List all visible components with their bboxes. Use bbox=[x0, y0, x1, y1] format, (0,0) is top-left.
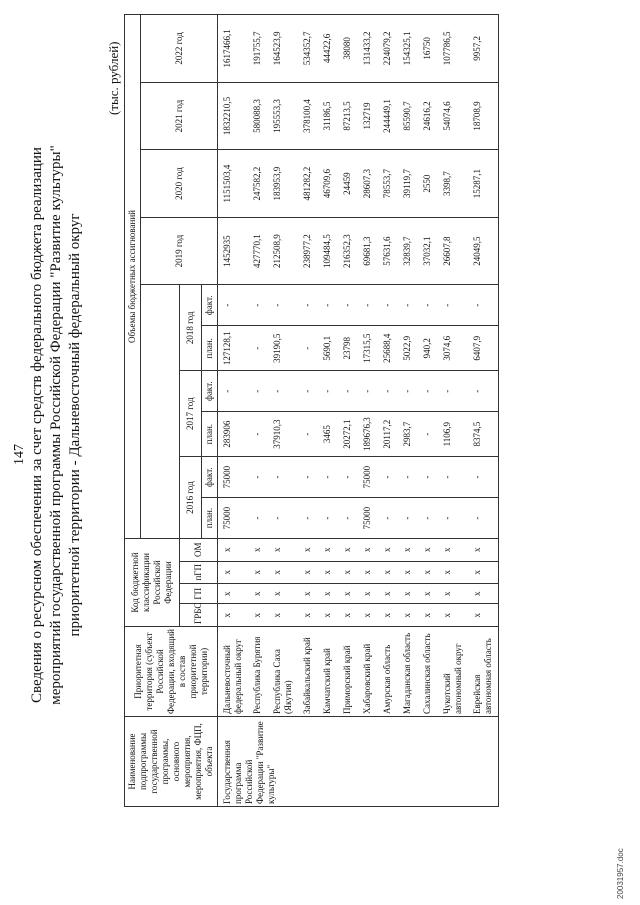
plan-2017-cell: 2983,7 bbox=[398, 412, 418, 457]
territory-cell: Хабаровский край bbox=[358, 626, 378, 716]
plan-2018-cell: 5022,9 bbox=[398, 326, 418, 371]
value-2020-cell: 481282,2 bbox=[298, 150, 318, 218]
value-2020-cell: 1151503,4 bbox=[218, 150, 249, 218]
plan-2016-cell: - bbox=[398, 498, 418, 539]
code-gp-cell: х bbox=[298, 584, 318, 604]
value-2022-cell: 224079,2 bbox=[378, 15, 398, 83]
value-2021-cell: 18708,9 bbox=[468, 82, 499, 150]
document-title: Сведения о ресурсном обеспечении за счет средств федерального бюджета реализации мероприятий государственной программы Российской Федерации "Развитие культуры" приоритетной территории - Дальневосточный федеральный округ bbox=[29, 145, 83, 705]
value-2021-cell: 54074,6 bbox=[438, 82, 468, 150]
plan-2018-cell: 39190,5 bbox=[268, 326, 298, 371]
fact-2017-cell: - bbox=[248, 371, 268, 412]
fact-2018-cell: - bbox=[218, 285, 249, 326]
table-row bbox=[438, 15, 468, 807]
value-2019-cell: 57631,6 bbox=[378, 217, 398, 285]
value-2019-cell: 26607,8 bbox=[438, 217, 468, 285]
fact-2018-cell: - bbox=[438, 285, 468, 326]
fact-2016-cell: - bbox=[468, 457, 499, 498]
header-2018-fact: факт. bbox=[202, 285, 218, 326]
territory-cell: Камчатский край bbox=[318, 626, 338, 716]
plan-2017-cell: - bbox=[418, 412, 438, 457]
plan-2017-cell: 283906 bbox=[218, 412, 249, 457]
code-gp-cell: х bbox=[268, 584, 298, 604]
fact-2016-cell: - bbox=[378, 457, 398, 498]
header-program-name: Наименование подпрограммы государственной программы, основного мероприятия, мероприятия, ФЦП, объекта bbox=[125, 716, 218, 806]
code-gp-cell: х bbox=[468, 584, 499, 604]
plan-2018-cell: 23798 bbox=[338, 326, 358, 371]
code-grbs-cell: х bbox=[338, 604, 358, 627]
territory-cell: Дальневосточный федеральный округ bbox=[218, 626, 249, 716]
table-row bbox=[318, 15, 338, 807]
fact-2017-cell: - bbox=[418, 371, 438, 412]
fact-2018-cell: - bbox=[378, 285, 398, 326]
fact-2016-cell: - bbox=[248, 457, 268, 498]
header-2017: 2017 год bbox=[180, 371, 202, 457]
value-2021-cell: 132719 bbox=[358, 82, 378, 150]
code-om-cell: х bbox=[418, 539, 438, 562]
fact-2018-cell: - bbox=[248, 285, 268, 326]
header-2019: 2019 год bbox=[141, 217, 218, 285]
fact-2016-cell: - bbox=[438, 457, 468, 498]
code-grbs-cell: х bbox=[358, 604, 378, 627]
code-om-cell: х bbox=[338, 539, 358, 562]
value-2019-cell: 32839,7 bbox=[398, 217, 418, 285]
plan-2018-cell: 940,2 bbox=[418, 326, 438, 371]
value-2020-cell: 39119,7 bbox=[398, 150, 418, 218]
fact-2016-cell: - bbox=[298, 457, 318, 498]
fact-2017-cell: - bbox=[468, 371, 499, 412]
plan-2017-cell: - bbox=[248, 412, 268, 457]
fact-2018-cell: - bbox=[468, 285, 499, 326]
fact-2017-cell: - bbox=[398, 371, 418, 412]
code-pgp-cell: х bbox=[218, 561, 249, 584]
table-row bbox=[398, 15, 418, 807]
table-row bbox=[418, 15, 438, 807]
plan-2018-cell: 17315,5 bbox=[358, 326, 378, 371]
value-2019-cell: 24049,5 bbox=[468, 217, 499, 285]
header-spacer bbox=[141, 285, 180, 539]
fact-2017-cell: - bbox=[338, 371, 358, 412]
territory-cell: Чукотский автономный округ bbox=[438, 626, 468, 716]
value-2020-cell: 24459 bbox=[338, 150, 358, 218]
code-om-cell: х bbox=[468, 539, 499, 562]
code-pgp-cell: х bbox=[268, 561, 298, 584]
header-2017-fact: факт. bbox=[202, 371, 218, 412]
value-2021-cell: 1832210,5 bbox=[218, 82, 249, 150]
value-2019-cell: 216352,3 bbox=[338, 217, 358, 285]
plan-2016-cell: - bbox=[438, 498, 468, 539]
value-2019-cell: 37032,1 bbox=[418, 217, 438, 285]
value-2021-cell: 378100,4 bbox=[298, 82, 318, 150]
value-2021-cell: 195553,3 bbox=[268, 82, 298, 150]
plan-2016-cell: - bbox=[268, 498, 298, 539]
code-pgp-cell: х bbox=[398, 561, 418, 584]
plan-2017-cell: 189676,3 bbox=[358, 412, 378, 457]
value-2020-cell: 183953,9 bbox=[268, 150, 298, 218]
value-2022-cell: 9957,2 bbox=[468, 15, 499, 83]
code-pgp-cell: х bbox=[358, 561, 378, 584]
header-territory: Приоритетная территория (субъект Российской Федерации, входящий в состав приоритетной территории) bbox=[125, 626, 218, 716]
fact-2017-cell: - bbox=[438, 371, 468, 412]
plan-2016-cell: 75000 bbox=[358, 498, 378, 539]
code-gp-cell: х bbox=[248, 584, 268, 604]
header-budget-code: Код бюджетной классификации Российской Федерации bbox=[125, 539, 180, 627]
header-volumes: Объемы бюджетных ассигнований bbox=[125, 15, 141, 539]
territory-cell: Республика Бурятия bbox=[248, 626, 268, 716]
program-name-cell: Государственная программа Российской Федерации "Развитие культуры" bbox=[218, 716, 499, 806]
value-2020-cell: 15287,1 bbox=[468, 150, 499, 218]
fact-2016-cell: 75000 bbox=[358, 457, 378, 498]
territory-cell: Республика Саха (Якутия) bbox=[268, 626, 298, 716]
code-pgp-cell: х bbox=[338, 561, 358, 584]
value-2021-cell: 24616,2 bbox=[418, 82, 438, 150]
plan-2017-cell: - bbox=[298, 412, 318, 457]
header-2018-plan: план. bbox=[202, 326, 218, 371]
table-row bbox=[218, 15, 249, 807]
plan-2016-cell: - bbox=[318, 498, 338, 539]
fact-2018-cell: - bbox=[398, 285, 418, 326]
code-om-cell: х bbox=[268, 539, 298, 562]
value-2021-cell: 244449,1 bbox=[378, 82, 398, 150]
unit-label: (тыс. рублей) bbox=[106, 41, 121, 115]
code-pgp-cell: х bbox=[318, 561, 338, 584]
territory-cell: Сахалинская область bbox=[418, 626, 438, 716]
fact-2017-cell: - bbox=[268, 371, 298, 412]
page-number: 147 bbox=[12, 444, 27, 465]
value-2020-cell: 247582,2 bbox=[248, 150, 268, 218]
plan-2016-cell: - bbox=[378, 498, 398, 539]
header-code-om: ОМ bbox=[180, 539, 218, 562]
plan-2018-cell: 127128,1 bbox=[218, 326, 249, 371]
value-2022-cell: 534352,7 bbox=[298, 15, 318, 83]
code-pgp-cell: х bbox=[378, 561, 398, 584]
value-2021-cell: 87213,5 bbox=[338, 82, 358, 150]
code-grbs-cell: х bbox=[438, 604, 468, 627]
code-pgp-cell: х bbox=[418, 561, 438, 584]
code-om-cell: х bbox=[248, 539, 268, 562]
code-om-cell: х bbox=[318, 539, 338, 562]
code-gp-cell: х bbox=[378, 584, 398, 604]
value-2020-cell: 3398,7 bbox=[438, 150, 468, 218]
code-om-cell: х bbox=[358, 539, 378, 562]
territory-cell: Приморский край bbox=[338, 626, 358, 716]
fact-2018-cell: - bbox=[418, 285, 438, 326]
value-2022-cell: 191755,7 bbox=[248, 15, 268, 83]
plan-2017-cell: 3465 bbox=[318, 412, 338, 457]
value-2020-cell: 2550 bbox=[418, 150, 438, 218]
plan-2018-cell: 6407,9 bbox=[468, 326, 499, 371]
table-row bbox=[468, 15, 499, 807]
table-row bbox=[248, 15, 268, 807]
value-2021-cell: 85590,7 bbox=[398, 82, 418, 150]
value-2019-cell: 109484,5 bbox=[318, 217, 338, 285]
fact-2016-cell: - bbox=[338, 457, 358, 498]
header-code-pgp: пГП bbox=[180, 561, 218, 584]
fact-2017-cell: - bbox=[318, 371, 338, 412]
fact-2017-cell: - bbox=[358, 371, 378, 412]
code-gp-cell: х bbox=[438, 584, 468, 604]
territory-cell: Магаданская область bbox=[398, 626, 418, 716]
plan-2018-cell: - bbox=[298, 326, 318, 371]
code-om-cell: х bbox=[438, 539, 468, 562]
value-2019-cell: 69681,3 bbox=[358, 217, 378, 285]
plan-2017-cell: 1106,9 bbox=[438, 412, 468, 457]
fact-2016-cell: - bbox=[418, 457, 438, 498]
value-2022-cell: 1617466,1 bbox=[218, 15, 249, 83]
value-2020-cell: 28607,3 bbox=[358, 150, 378, 218]
code-pgp-cell: х bbox=[468, 561, 499, 584]
header-2016: 2016 год bbox=[180, 457, 202, 539]
code-gp-cell: х bbox=[218, 584, 249, 604]
value-2021-cell: 31186,5 bbox=[318, 82, 338, 150]
table-row bbox=[298, 15, 318, 807]
code-grbs-cell: х bbox=[248, 604, 268, 627]
fact-2018-cell: - bbox=[268, 285, 298, 326]
plan-2017-cell: 20117,2 bbox=[378, 412, 398, 457]
header-2020: 2020 год bbox=[141, 150, 218, 218]
value-2022-cell: 154325,1 bbox=[398, 15, 418, 83]
plan-2018-cell: 3074,6 bbox=[438, 326, 468, 371]
value-2019-cell: 238977,2 bbox=[298, 217, 318, 285]
value-2019-cell: 212508,9 bbox=[268, 217, 298, 285]
code-gp-cell: х bbox=[338, 584, 358, 604]
value-2019-cell: 1452935 bbox=[218, 217, 249, 285]
fact-2017-cell: - bbox=[218, 371, 249, 412]
header-code-gp: ГП bbox=[180, 584, 218, 604]
header-2017-plan: план. bbox=[202, 412, 218, 457]
code-grbs-cell: х bbox=[268, 604, 298, 627]
header-2016-plan: план. bbox=[202, 498, 218, 539]
code-pgp-cell: х bbox=[248, 561, 268, 584]
code-om-cell: х bbox=[218, 539, 249, 562]
value-2022-cell: 107786,5 bbox=[438, 15, 468, 83]
code-gp-cell: х bbox=[398, 584, 418, 604]
code-grbs-cell: х bbox=[378, 604, 398, 627]
fact-2016-cell: - bbox=[268, 457, 298, 498]
territory-cell: Еврейская автономная область bbox=[468, 626, 499, 716]
code-grbs-cell: х bbox=[398, 604, 418, 627]
table-row bbox=[358, 15, 378, 807]
code-grbs-cell: х bbox=[298, 604, 318, 627]
plan-2016-cell: - bbox=[338, 498, 358, 539]
code-gp-cell: х bbox=[418, 584, 438, 604]
code-grbs-cell: х bbox=[218, 604, 249, 627]
fact-2018-cell: - bbox=[318, 285, 338, 326]
plan-2017-cell: 37910,3 bbox=[268, 412, 298, 457]
header-2021: 2021 год bbox=[141, 82, 218, 150]
fact-2016-cell: - bbox=[318, 457, 338, 498]
plan-2016-cell: - bbox=[418, 498, 438, 539]
value-2019-cell: 427770,1 bbox=[248, 217, 268, 285]
value-2022-cell: 16750 bbox=[418, 15, 438, 83]
code-gp-cell: х bbox=[358, 584, 378, 604]
value-2020-cell: 46709,6 bbox=[318, 150, 338, 218]
territory-cell: Амурская область bbox=[378, 626, 398, 716]
value-2022-cell: 44422,6 bbox=[318, 15, 338, 83]
value-2022-cell: 131433,2 bbox=[358, 15, 378, 83]
value-2022-cell: 38080 bbox=[338, 15, 358, 83]
code-pgp-cell: х bbox=[438, 561, 468, 584]
resource-table bbox=[124, 14, 499, 807]
value-2022-cell: 164523,9 bbox=[268, 15, 298, 83]
code-grbs-cell: х bbox=[418, 604, 438, 627]
fact-2018-cell: - bbox=[298, 285, 318, 326]
code-pgp-cell: х bbox=[298, 561, 318, 584]
plan-2017-cell: 20272,1 bbox=[338, 412, 358, 457]
fact-2017-cell: - bbox=[378, 371, 398, 412]
header-code-grbs: ГРБС bbox=[180, 604, 218, 627]
code-grbs-cell: х bbox=[468, 604, 499, 627]
footer-filename: 20031957.doc bbox=[616, 848, 625, 899]
code-om-cell: х bbox=[398, 539, 418, 562]
plan-2018-cell: - bbox=[248, 326, 268, 371]
table-row bbox=[338, 15, 358, 807]
code-om-cell: х bbox=[298, 539, 318, 562]
plan-2016-cell: - bbox=[248, 498, 268, 539]
table-row bbox=[378, 15, 398, 807]
fact-2018-cell: - bbox=[358, 285, 378, 326]
fact-2016-cell: 75000 bbox=[218, 457, 249, 498]
table-row bbox=[268, 15, 298, 807]
plan-2018-cell: 25688,4 bbox=[378, 326, 398, 371]
code-gp-cell: х bbox=[318, 584, 338, 604]
header-2022: 2022 год bbox=[141, 15, 218, 83]
fact-2018-cell: - bbox=[338, 285, 358, 326]
header-2018: 2018 год bbox=[180, 285, 202, 371]
plan-2016-cell: 75000 bbox=[218, 498, 249, 539]
header-2016-fact: факт. bbox=[202, 457, 218, 498]
plan-2016-cell: - bbox=[468, 498, 499, 539]
plan-2018-cell: 5690,1 bbox=[318, 326, 338, 371]
value-2020-cell: 78553,7 bbox=[378, 150, 398, 218]
fact-2016-cell: - bbox=[398, 457, 418, 498]
fact-2017-cell: - bbox=[298, 371, 318, 412]
code-grbs-cell: х bbox=[318, 604, 338, 627]
code-om-cell: х bbox=[378, 539, 398, 562]
value-2021-cell: 580088,3 bbox=[248, 82, 268, 150]
territory-cell: Забайкальский край bbox=[298, 626, 318, 716]
plan-2016-cell: - bbox=[298, 498, 318, 539]
plan-2017-cell: 8374,5 bbox=[468, 412, 499, 457]
table-body bbox=[218, 15, 499, 807]
